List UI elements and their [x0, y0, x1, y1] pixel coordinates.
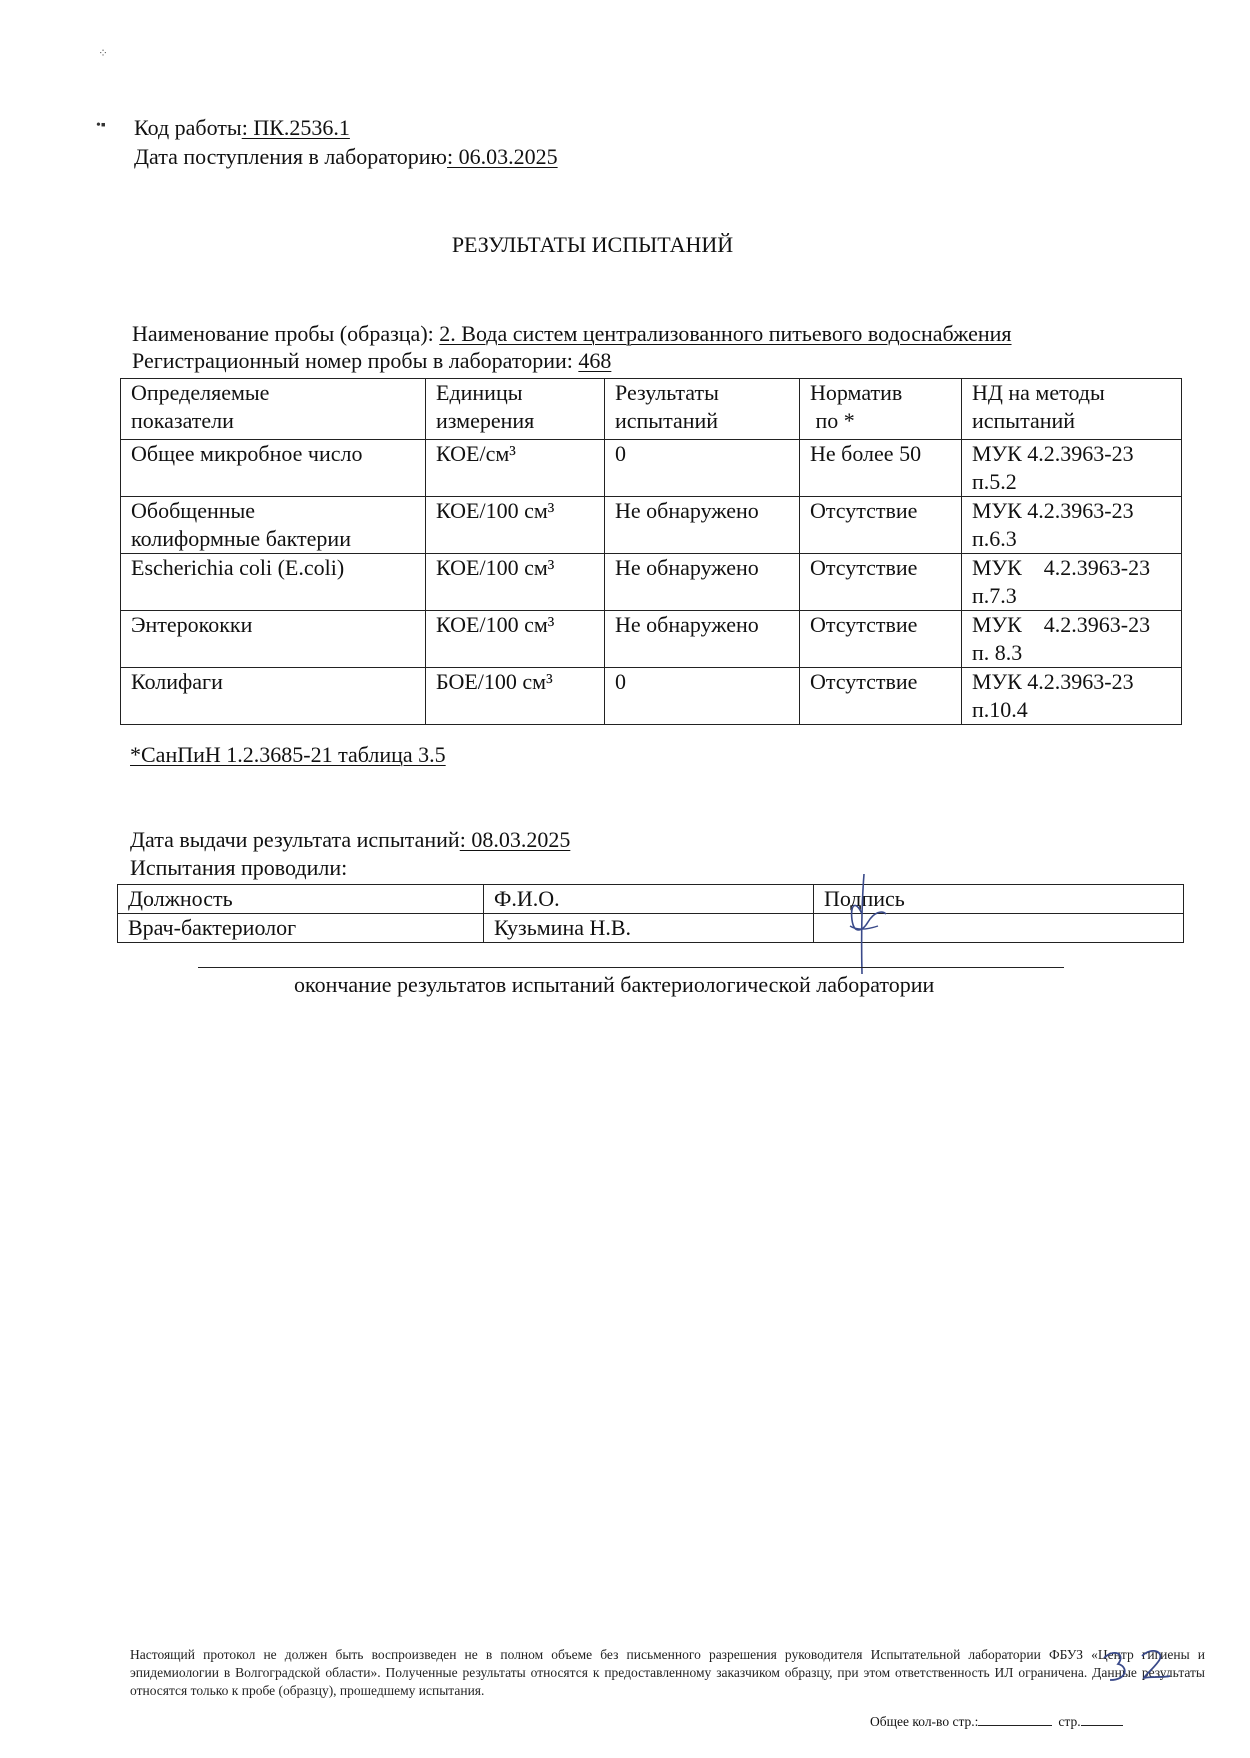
column-header-norm: Норматив по * [800, 379, 962, 440]
sample-reg-value: 468 [578, 348, 612, 373]
disclaimer [130, 1646, 1205, 1700]
unit-cell: КОЕ/100 см³ [426, 611, 605, 668]
position-cell: Врач-бактериолог [118, 914, 484, 943]
norm-cell: Отсутствие [800, 554, 962, 611]
handwritten-page-numbers [1100, 1634, 1190, 1694]
result-cell: Не обнаружено [605, 611, 800, 668]
result-cell: Не обнаружено [605, 554, 800, 611]
indicator-cell: Колифаги [121, 668, 426, 725]
footnote: *СанПиН 1.2.3685-21 таблица 3.5 [130, 742, 446, 767]
column-header-position: Должность [118, 885, 484, 914]
method-cell: МУК 4.2.3963-23 п.6.3 [962, 497, 1182, 554]
table-row [121, 497, 1182, 554]
indicator-cell: Обобщенные колиформные бактерии [121, 497, 426, 554]
work-code-value: : ПК.2536.1 [241, 115, 350, 140]
indicator-cell: Энтерококки [121, 611, 426, 668]
result-cell: 0 [605, 440, 800, 497]
table-row [118, 914, 1184, 943]
table-row [121, 668, 1182, 725]
table-row [121, 554, 1182, 611]
sample-name-value: 2. Вода систем централизованного питьевого водоснабжения [439, 321, 1012, 346]
sample-name-line [132, 320, 1012, 347]
norm-cell: Отсутствие [800, 497, 962, 554]
issue-date-label: Дата выдачи результата испытаний [130, 827, 460, 852]
table-row [121, 611, 1182, 668]
method-cell: МУК 4.2.3963-23 п.5.2 [962, 440, 1182, 497]
name-cell: Кузьмина Н.В. [484, 914, 814, 943]
page-count-line [870, 1712, 1123, 1730]
method-cell: МУК 4.2.3963-23 п.7.3 [962, 554, 1182, 611]
received-date-value: : 06.03.2025 [447, 144, 558, 169]
result-cell: Не обнаружено [605, 497, 800, 554]
staff-table [117, 884, 1184, 943]
column-header-unit: Единицы измерения [426, 379, 605, 440]
page-number-label: стр. [1058, 1714, 1081, 1729]
indicator-cell: Escherichia coli (E.coli) [121, 554, 426, 611]
received-date-line [134, 143, 558, 170]
signature-image [812, 870, 902, 980]
page-count-label: Общее кол-во стр.: [870, 1714, 979, 1729]
column-header-result: Результаты испытаний [605, 379, 800, 440]
work-code-label: Код работы [134, 115, 242, 140]
column-header-indicator: Определяемые показатели [121, 379, 426, 440]
sample-name-label: Наименование пробы (образца): [132, 321, 440, 346]
scan-mark: •▪ [96, 118, 106, 133]
norm-cell: Отсутствие [800, 668, 962, 725]
issue-date-value: : 08.03.2025 [459, 827, 571, 852]
page-number-blank [1081, 1712, 1123, 1726]
column-header-signature: Подпись [814, 885, 1184, 914]
column-header-name: Ф.И.О. [484, 885, 814, 914]
table-row [121, 440, 1182, 497]
method-cell: МУК 4.2.3963-23 п.10.4 [962, 668, 1182, 725]
table-header-row [118, 885, 1184, 914]
table-header-row [121, 379, 1182, 440]
divider [198, 967, 1064, 968]
end-note: окончание результатов испытаний бактериологической лаборатории [294, 972, 935, 997]
unit-cell: БОЕ/100 см³ [426, 668, 605, 725]
unit-cell: КОЕ/100 см³ [426, 554, 605, 611]
sample-reg-label: Регистрационный номер пробы в лаборатории: [132, 348, 579, 373]
result-cell: 0 [605, 668, 800, 725]
received-date-label: Дата поступления в лабораторию [134, 144, 447, 169]
norm-cell: Не более 50 [800, 440, 962, 497]
scan-mark: ⁘ [98, 46, 109, 60]
disclaimer-text: Настоящий протокол не должен быть воспроизведен не в полном объеме без письменного разрешения руководителя Испытательной лаборатории ФБУЗ «Центр гигиены и эпидемиологии в Волгоградской области». Полученные результаты относятся к предоставленному заказчиком образцу, при этом ответственность ИЛ ограничена. Данные результаты относятся только к пробе (образцу), прошедшему испытания. [130, 1647, 1205, 1698]
indicator-cell: Общее микробное число [121, 440, 426, 497]
sample-reg-line [132, 347, 611, 374]
issue-date-line [130, 826, 570, 853]
page-count-blank [978, 1712, 1052, 1726]
unit-cell: КОЕ/100 см³ [426, 497, 605, 554]
page-title: РЕЗУЛЬТАТЫ ИСПЫТАНИЙ [451, 232, 734, 257]
unit-cell: КОЕ/см³ [426, 440, 605, 497]
method-cell: МУК 4.2.3963-23 п. 8.3 [962, 611, 1182, 668]
work-code-line [134, 114, 350, 141]
results-table [120, 378, 1182, 725]
column-header-method: НД на методы испытаний [962, 379, 1182, 440]
performed-by-label: Испытания проводили: [130, 855, 348, 880]
norm-cell: Отсутствие [800, 611, 962, 668]
